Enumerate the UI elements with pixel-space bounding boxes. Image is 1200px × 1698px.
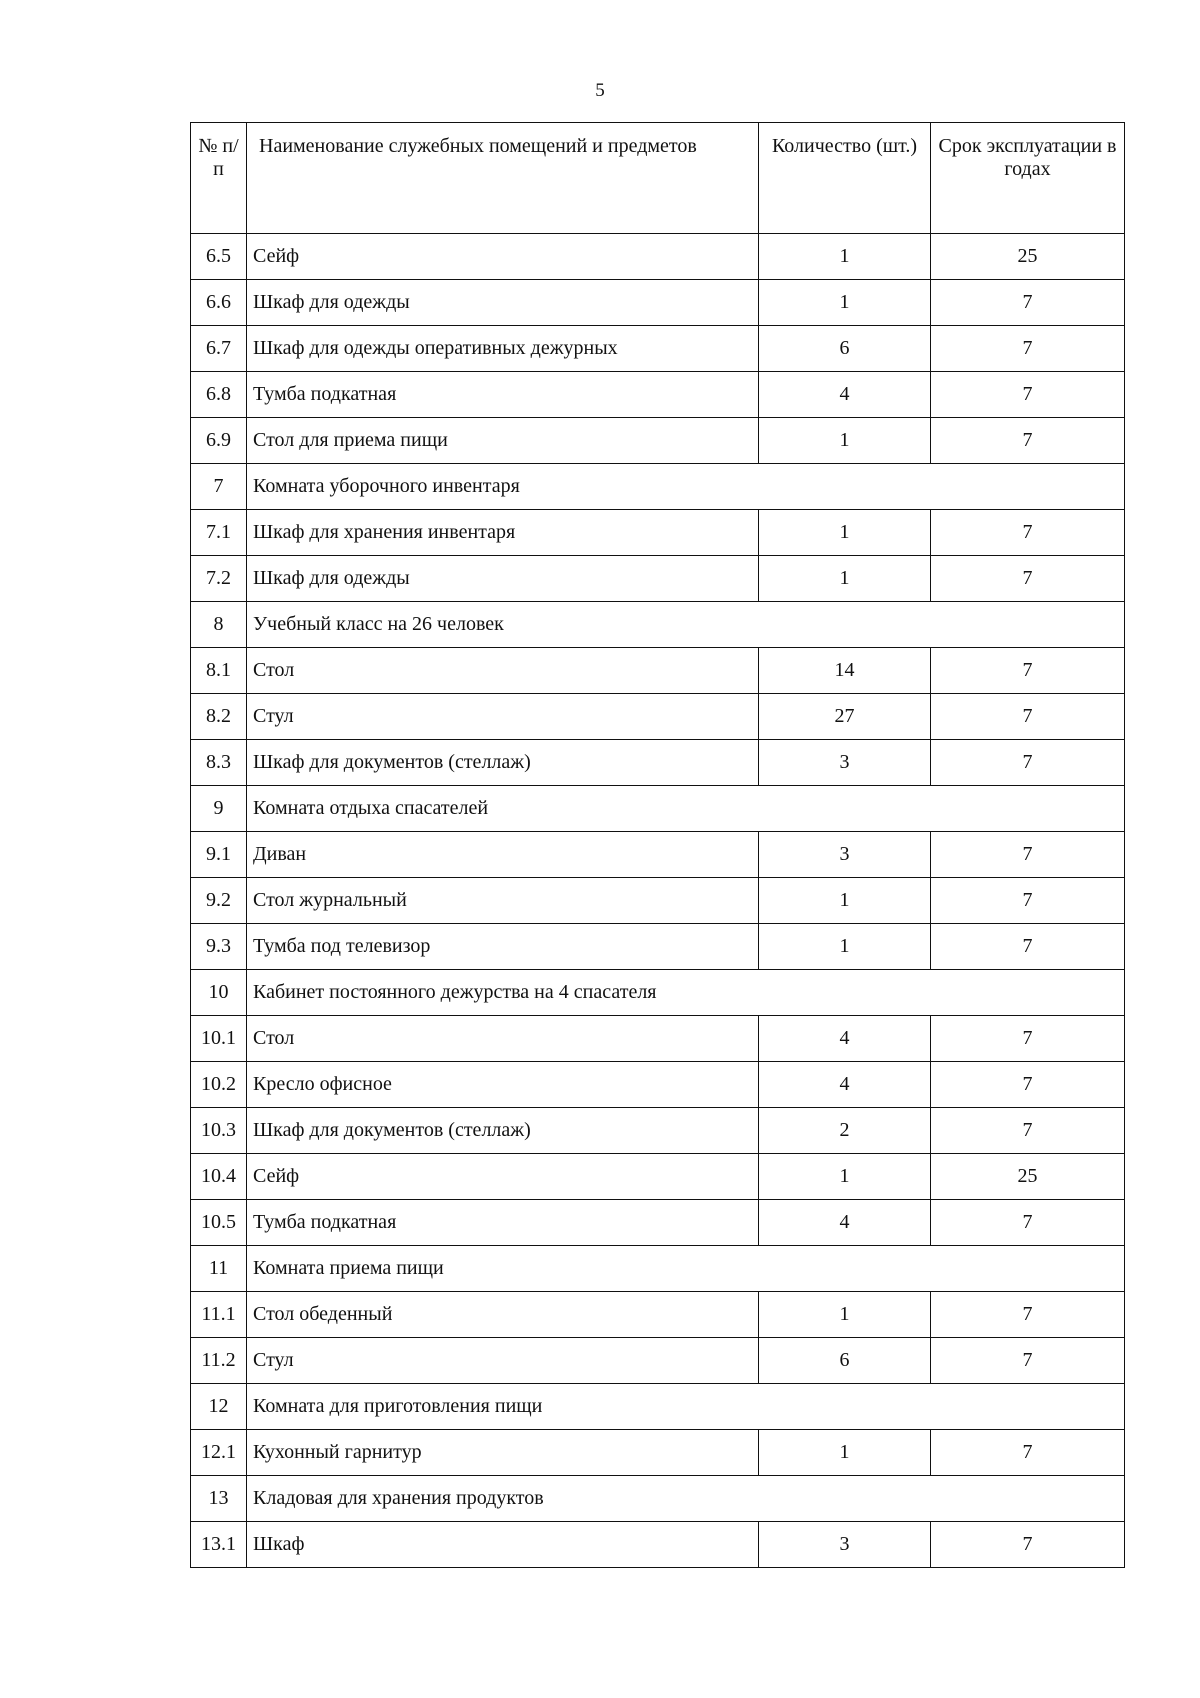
table-row <box>191 510 1125 556</box>
item-service-life: 7 <box>931 832 1125 878</box>
row-number: 7.2 <box>191 556 247 602</box>
item-quantity: 14 <box>759 648 931 694</box>
item-service-life: 7 <box>931 694 1125 740</box>
row-number: 9.3 <box>191 924 247 970</box>
item-service-life: 7 <box>931 1292 1125 1338</box>
row-number: 6.8 <box>191 372 247 418</box>
item-name: Шкаф для одежды <box>247 556 759 602</box>
item-name: Стол <box>247 648 759 694</box>
item-service-life: 7 <box>931 924 1125 970</box>
item-name: Кресло офисное <box>247 1062 759 1108</box>
item-service-life: 7 <box>931 1430 1125 1476</box>
row-number: 10.4 <box>191 1154 247 1200</box>
section-title: Комната уборочного инвентаря <box>247 464 1125 510</box>
item-quantity: 3 <box>759 1522 931 1568</box>
row-number: 6.9 <box>191 418 247 464</box>
header-quantity: Количество (шт.) <box>759 123 931 234</box>
table-row <box>191 556 1125 602</box>
table-row <box>191 372 1125 418</box>
row-number: 12.1 <box>191 1430 247 1476</box>
item-service-life: 7 <box>931 1108 1125 1154</box>
table-row <box>191 280 1125 326</box>
row-number: 8 <box>191 602 247 648</box>
item-quantity: 1 <box>759 510 931 556</box>
row-number: 13.1 <box>191 1522 247 1568</box>
table-row <box>191 1062 1125 1108</box>
item-name: Шкаф для хранения инвентаря <box>247 510 759 556</box>
table-row <box>191 418 1125 464</box>
table-row <box>191 1430 1125 1476</box>
item-quantity: 27 <box>759 694 931 740</box>
header-service-life: Срок эксплуатации в годах <box>931 123 1125 234</box>
item-name: Тумба подкатная <box>247 1200 759 1246</box>
item-service-life: 7 <box>931 1200 1125 1246</box>
item-quantity: 4 <box>759 1200 931 1246</box>
section-row <box>191 970 1125 1016</box>
item-service-life: 7 <box>931 280 1125 326</box>
item-service-life: 7 <box>931 1338 1125 1384</box>
item-service-life: 7 <box>931 1062 1125 1108</box>
item-name: Сейф <box>247 1154 759 1200</box>
item-quantity: 3 <box>759 832 931 878</box>
section-title: Кабинет постоянного дежурства на 4 спасателя <box>247 970 1125 1016</box>
table-row <box>191 832 1125 878</box>
row-number: 6.7 <box>191 326 247 372</box>
page-number: 5 <box>595 80 605 101</box>
table-row <box>191 1292 1125 1338</box>
item-quantity: 1 <box>759 878 931 924</box>
item-name: Шкаф <box>247 1522 759 1568</box>
row-number: 7 <box>191 464 247 510</box>
section-title: Учебный класс на 26 человек <box>247 602 1125 648</box>
row-number: 10.5 <box>191 1200 247 1246</box>
item-service-life: 7 <box>931 648 1125 694</box>
table-body <box>191 234 1125 1568</box>
row-number: 10.3 <box>191 1108 247 1154</box>
item-name: Стол обеденный <box>247 1292 759 1338</box>
row-number: 6.6 <box>191 280 247 326</box>
item-quantity: 1 <box>759 418 931 464</box>
row-number: 12 <box>191 1384 247 1430</box>
section-title: Кладовая для хранения продуктов <box>247 1476 1125 1522</box>
item-quantity: 6 <box>759 326 931 372</box>
table-row <box>191 326 1125 372</box>
item-service-life: 25 <box>931 1154 1125 1200</box>
item-name: Стол <box>247 1016 759 1062</box>
section-title: Комната отдыха спасателей <box>247 786 1125 832</box>
row-number: 6.5 <box>191 234 247 280</box>
item-service-life: 7 <box>931 556 1125 602</box>
row-number: 10.2 <box>191 1062 247 1108</box>
item-name: Кухонный гарнитур <box>247 1430 759 1476</box>
item-service-life: 7 <box>931 878 1125 924</box>
header-number: № п/п <box>191 123 247 234</box>
row-number: 8.3 <box>191 740 247 786</box>
item-quantity: 1 <box>759 1292 931 1338</box>
row-number: 9 <box>191 786 247 832</box>
item-quantity: 1 <box>759 280 931 326</box>
table-header-row <box>191 123 1125 234</box>
row-number: 9.1 <box>191 832 247 878</box>
item-quantity: 4 <box>759 372 931 418</box>
row-number: 11.1 <box>191 1292 247 1338</box>
section-row <box>191 1476 1125 1522</box>
item-service-life: 7 <box>931 740 1125 786</box>
item-service-life: 7 <box>931 372 1125 418</box>
table-row <box>191 1154 1125 1200</box>
row-number: 10.1 <box>191 1016 247 1062</box>
item-name: Стул <box>247 694 759 740</box>
item-name: Стол для приема пищи <box>247 418 759 464</box>
item-quantity: 2 <box>759 1108 931 1154</box>
table-row <box>191 1522 1125 1568</box>
table-row <box>191 694 1125 740</box>
item-name: Шкаф для одежды оперативных дежурных <box>247 326 759 372</box>
table-row <box>191 740 1125 786</box>
item-name: Диван <box>247 832 759 878</box>
row-number: 11 <box>191 1246 247 1292</box>
item-quantity: 1 <box>759 234 931 280</box>
item-quantity: 4 <box>759 1062 931 1108</box>
item-service-life: 7 <box>931 1016 1125 1062</box>
table-row <box>191 1016 1125 1062</box>
row-number: 10 <box>191 970 247 1016</box>
table-row <box>191 648 1125 694</box>
table-row <box>191 878 1125 924</box>
header-name: Наименование служебных помещений и предметов <box>247 123 759 234</box>
inventory-table <box>190 122 1125 1568</box>
item-name: Шкаф для документов (стеллаж) <box>247 740 759 786</box>
item-service-life: 25 <box>931 234 1125 280</box>
item-name: Шкаф для одежды <box>247 280 759 326</box>
row-number: 8.2 <box>191 694 247 740</box>
section-row <box>191 464 1125 510</box>
table-row <box>191 1108 1125 1154</box>
table-row <box>191 234 1125 280</box>
item-name: Стол журнальный <box>247 878 759 924</box>
item-name: Тумба под телевизор <box>247 924 759 970</box>
section-row <box>191 786 1125 832</box>
section-title: Комната приема пищи <box>247 1246 1125 1292</box>
table-row <box>191 1338 1125 1384</box>
item-service-life: 7 <box>931 326 1125 372</box>
section-row <box>191 602 1125 648</box>
item-quantity: 1 <box>759 1430 931 1476</box>
item-service-life: 7 <box>931 418 1125 464</box>
item-quantity: 1 <box>759 1154 931 1200</box>
table-row <box>191 924 1125 970</box>
section-title: Комната для приготовления пищи <box>247 1384 1125 1430</box>
item-quantity: 3 <box>759 740 931 786</box>
item-quantity: 6 <box>759 1338 931 1384</box>
item-quantity: 1 <box>759 924 931 970</box>
row-number: 7.1 <box>191 510 247 556</box>
item-quantity: 4 <box>759 1016 931 1062</box>
row-number: 11.2 <box>191 1338 247 1384</box>
section-row <box>191 1246 1125 1292</box>
item-service-life: 7 <box>931 1522 1125 1568</box>
table-row <box>191 1200 1125 1246</box>
item-name: Шкаф для документов (стеллаж) <box>247 1108 759 1154</box>
row-number: 8.1 <box>191 648 247 694</box>
row-number: 9.2 <box>191 878 247 924</box>
section-row <box>191 1384 1125 1430</box>
item-quantity: 1 <box>759 556 931 602</box>
item-name: Стул <box>247 1338 759 1384</box>
item-name: Сейф <box>247 234 759 280</box>
item-name: Тумба подкатная <box>247 372 759 418</box>
row-number: 13 <box>191 1476 247 1522</box>
item-service-life: 7 <box>931 510 1125 556</box>
